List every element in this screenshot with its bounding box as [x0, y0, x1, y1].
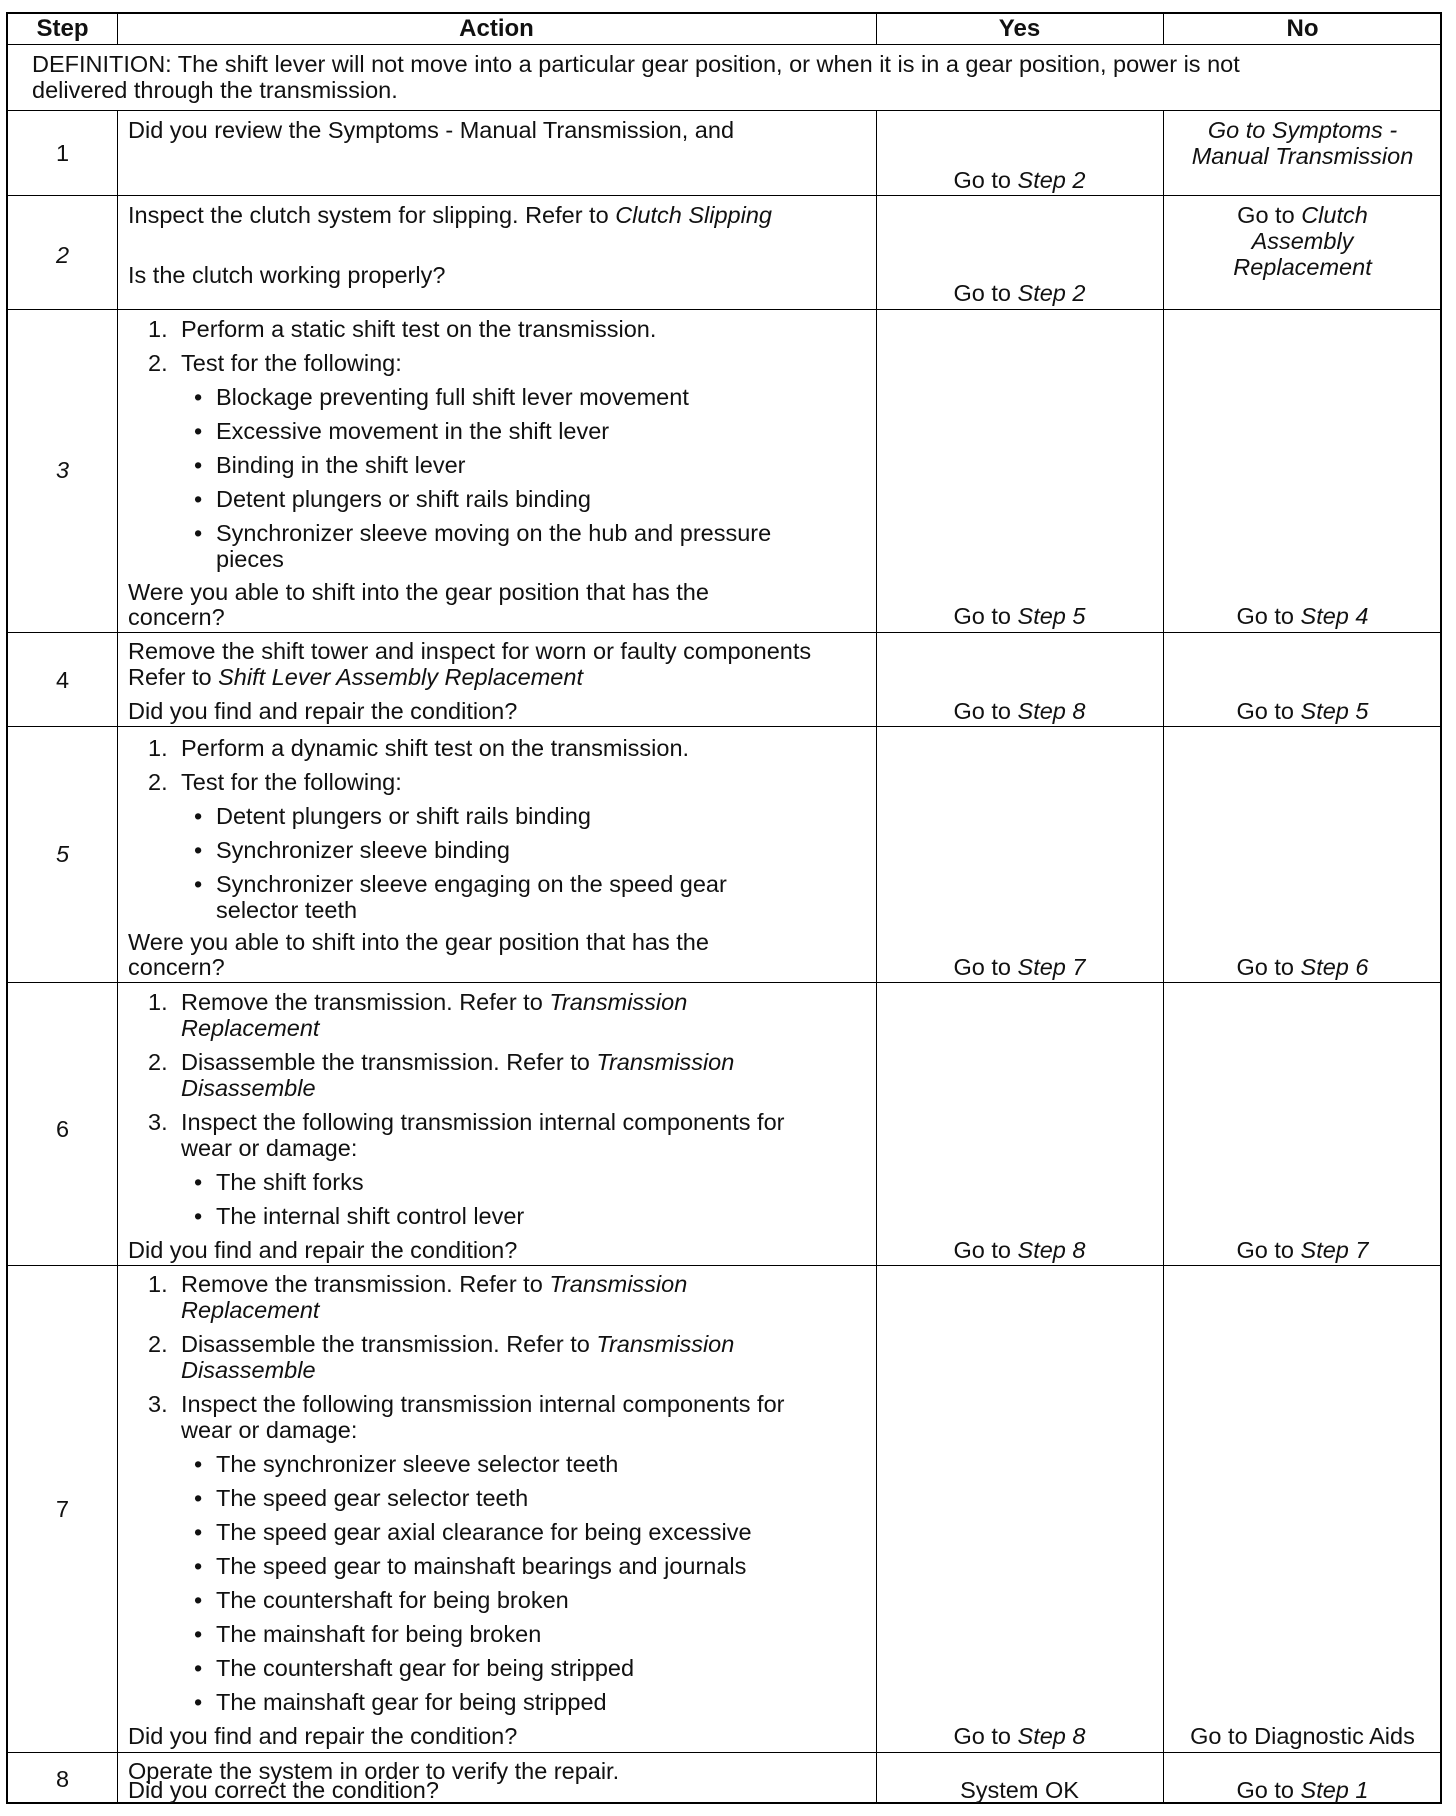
action-ref: Refer to Shift Lever Assembly Replacement: [128, 664, 583, 690]
list-item-cont: wear or damage:: [181, 1417, 358, 1443]
step-number: 8: [55, 1766, 70, 1792]
bullet-item-cont: selector teeth: [216, 897, 358, 923]
bullet-item: • The countershaft gear for being stripped: [216, 1655, 634, 1681]
list-item: Test for the following:: [181, 769, 402, 795]
list-number: 1.: [148, 1271, 168, 1297]
action-text: Did you review the Symptoms - Manual Transmission, and: [128, 117, 735, 143]
no-cell: Go to Step 1: [1236, 1777, 1369, 1803]
bullet-item: • The mainshaft for being broken: [216, 1621, 541, 1647]
action-question: Did you find and repair the condition?: [128, 1237, 518, 1263]
list-number: 2.: [148, 1331, 168, 1357]
yes-cell: Go to Step 2: [953, 280, 1086, 306]
header-step: Step: [36, 15, 89, 42]
step-number: 3: [55, 457, 70, 483]
bullet-item: • Detent plungers or shift rails binding: [216, 486, 591, 512]
definition-line-1: DEFINITION: The shift lever will not move into a particular gear position, or when it is in a gear position, power is not: [32, 51, 1240, 77]
step-number: 5: [55, 841, 70, 867]
action-question: Did you correct the condition?: [128, 1777, 439, 1803]
action-question-cont: concern?: [128, 604, 225, 630]
list-item: Perform a static shift test on the transmission.: [181, 316, 657, 342]
action-question: Were you able to shift into the gear position that has the: [128, 929, 709, 955]
yes-cell: Go to Step 8: [953, 698, 1086, 724]
list-number: 1.: [148, 316, 168, 342]
list-item: Inspect the following transmission internal components for: [181, 1109, 785, 1135]
yes-cell: Go to Step 7: [953, 954, 1086, 980]
list-number: 1.: [148, 735, 168, 761]
list-item: Remove the transmission. Refer to Transmission: [181, 1271, 688, 1297]
no-cell: Go to Step 7: [1236, 1237, 1369, 1263]
step-number: 2: [55, 242, 70, 268]
no-cell: Go to Step 6: [1236, 954, 1369, 980]
action-question: Did you find and repair the condition?: [128, 1723, 518, 1749]
list-item-cont: Disassemble: [181, 1075, 316, 1101]
yes-cell: Go to Step 8: [953, 1237, 1086, 1263]
action-text: Remove the shift tower and inspect for worn or faulty components: [128, 638, 812, 664]
list-item: Disassemble the transmission. Refer to Transmission: [181, 1049, 735, 1075]
bullet-item: • Excessive movement in the shift lever: [216, 418, 609, 444]
no-cell-line-2: Assembly: [1251, 228, 1354, 254]
bullet-item-cont: pieces: [216, 546, 284, 572]
no-cell-line-1: Go to Symptoms -: [1207, 117, 1398, 143]
no-cell-line-1: Go to Clutch: [1237, 202, 1368, 228]
bullet-item: • Synchronizer sleeve binding: [216, 837, 510, 863]
action-text: Operate the system in order to verify the repair.: [128, 1758, 620, 1784]
bullet-item: • The countershaft for being broken: [216, 1587, 569, 1613]
action-question: Were you able to shift into the gear position that has the: [128, 579, 709, 605]
no-cell-line-3: Replacement: [1233, 254, 1372, 280]
list-item-cont: wear or damage:: [181, 1135, 358, 1161]
list-item: Remove the transmission. Refer to Transmission: [181, 989, 688, 1015]
bullet-item: • The mainshaft gear for being stripped: [216, 1689, 607, 1715]
yes-cell: Go to Step 2: [953, 167, 1086, 193]
list-item-cont: Disassemble: [181, 1357, 316, 1383]
list-item: Disassemble the transmission. Refer to Transmission: [181, 1331, 735, 1357]
no-cell: Go to Diagnostic Aids: [1190, 1723, 1415, 1749]
list-item-cont: Replacement: [181, 1015, 320, 1041]
action-question: Is the clutch working properly?: [128, 262, 446, 288]
step-number: 6: [55, 1116, 70, 1142]
step-number: 4: [55, 667, 70, 693]
no-cell: Go to Step 4: [1236, 603, 1369, 629]
yes-cell: Go to Step 8: [953, 1723, 1086, 1749]
no-cell-line-2: Manual Transmission: [1191, 143, 1414, 169]
step-number: 7: [55, 1496, 70, 1522]
header-action: Action: [459, 15, 534, 42]
list-item: Test for the following:: [181, 350, 402, 376]
action-question-cont: concern?: [128, 954, 225, 980]
header-yes: Yes: [998, 15, 1041, 42]
bullet-item: • Synchronizer sleeve engaging on the speed gear: [216, 871, 727, 897]
bullet-item: • Detent plungers or shift rails binding: [216, 803, 591, 829]
no-cell: Go to Step 5: [1236, 698, 1369, 724]
yes-cell: System OK: [960, 1777, 1079, 1803]
bullet-item: • Binding in the shift lever: [216, 452, 466, 478]
bullet-item: • The speed gear axial clearance for being excessive: [216, 1519, 752, 1545]
bullet-item: • The synchronizer sleeve selector teeth: [216, 1451, 618, 1477]
list-number: 2.: [148, 769, 168, 795]
list-item: Perform a dynamic shift test on the transmission.: [181, 735, 690, 761]
bullet-item: • The internal shift control lever: [216, 1203, 524, 1229]
bullet-item: • Blockage preventing full shift lever movement: [216, 384, 689, 410]
step-number: 1: [55, 140, 70, 166]
list-number: 1.: [148, 989, 168, 1015]
list-item: Inspect the following transmission internal components for: [181, 1391, 785, 1417]
bullet-item: • Synchronizer sleeve moving on the hub and pressure: [216, 520, 771, 546]
list-number: 3.: [148, 1109, 168, 1135]
bullet-item: • The speed gear to mainshaft bearings and journals: [216, 1553, 746, 1579]
definition-line-2: delivered through the transmission.: [32, 77, 398, 103]
diagnostic-table: [6, 12, 1442, 1804]
list-item-cont: Replacement: [181, 1297, 320, 1323]
list-number: 2.: [148, 350, 168, 376]
list-number: 3.: [148, 1391, 168, 1417]
action-question: Did you find and repair the condition?: [128, 698, 518, 724]
yes-cell: Go to Step 5: [953, 603, 1086, 629]
header-no: No: [1286, 15, 1319, 42]
action-text: Inspect the clutch system for slipping. Refer to Clutch Slipping: [128, 202, 772, 228]
bullet-item: • The speed gear selector teeth: [216, 1485, 528, 1511]
list-number: 2.: [148, 1049, 168, 1075]
bullet-item: • The shift forks: [216, 1169, 364, 1195]
